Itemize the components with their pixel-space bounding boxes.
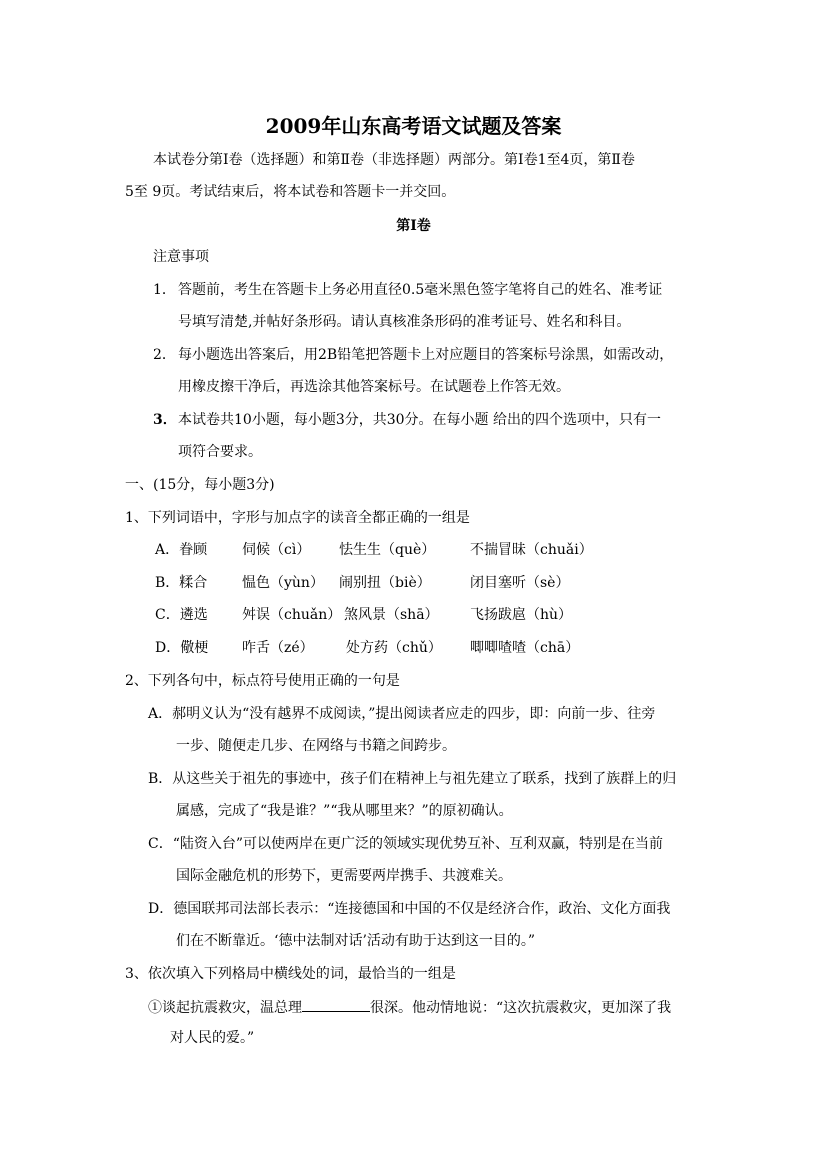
q1-a-item-2: 怯生生（què） [339,542,436,558]
q1-b-item-3: 闭目塞听（sè） [470,575,570,591]
note-2-line-1: 每小题选出答案后，用2B铅笔把答题卡上对应题目的答案标号涂黑，如需改动， [178,347,674,363]
q1-b-item-2: 闹别扭（biè） [339,575,431,591]
notes-heading: 注意事项 [153,249,209,265]
q3-item-1-prefix: ①谈起抗震救灾，温总理 [148,1000,302,1016]
q2-option-d-line-2: 们在不断靠近。‘德中法制对话’活动有助于达到这一目的。” [176,933,536,949]
section-title: 第Ⅰ卷 [396,218,431,234]
q1-d-word: D．儆梗 [155,640,209,656]
note-2-number: 2． [153,347,176,363]
q1-a-item-1: 伺候（cì） [242,542,311,558]
q2-option-a-line-1: A．郝明义认为“没有越界不成阅读，”提出阅读者应走的四步，即：向前一步、往旁 [148,706,656,722]
question-3-stem: 3、依次填入下列格局中横线处的词，最恰当的一组是 [125,966,456,982]
q1-c-word: C．遴选 [155,607,208,623]
answer-blank [302,997,370,1012]
q2-option-d-line-1: D．德国联邦司法部长表示：“连接德国和中国的不仅是经济合作，政治、文化方面我 [148,901,671,917]
note-3-line-2: 项符合要求。 [178,444,262,460]
q2-option-c-line-2: 国际金融危机的形势下，更需要两岸携手、共渡难关。 [176,868,512,884]
part-1-heading: 一、(15分，每小题3分) [125,477,275,493]
intro-line-2: 5至 9页。考试结束后，将本试卷和答题卡一并交回。 [125,184,456,200]
intro-line-1: 本试卷分第Ⅰ卷（选择题）和第Ⅱ卷（非选择题）两部分。第Ⅰ卷1至4页，第Ⅱ卷 [153,152,635,168]
question-2-stem: 2、下列各句中，标点符号使用正确的一句是 [125,673,400,689]
q2-option-b-line-1: B．从这些关于祖先的事迹中，孩子们在精神上与祖先建立了联系，找到了族群上的归 [148,771,677,787]
q2-option-a-line-2: 一步、随便走几步、在网络与书籍之间跨步。 [176,738,456,754]
page-title: 2009年山东高考语文试题及答案 [265,114,562,138]
q2-option-b-line-2: 属感，完成了“我是谁？”“我从哪里来？”的原初确认。 [176,803,513,819]
note-1-line-1: 答题前，考生在答题卡上务必用直径0.5毫米黑色签字笔将自己的姓名、准考证 [178,282,663,298]
q3-item-1-suffix: 很深。他动情地说：“这次抗震救灾，更加深了我 [370,1000,672,1016]
q1-c-item-3: 飞扬跋扈（hù） [470,607,573,623]
q1-a-word: A．眷顾 [155,542,208,558]
q3-item-1-line-1 [148,997,671,1017]
q1-d-item-3: 唧唧喳喳（chā） [470,640,580,656]
q2-option-c-line-1: C．“陆资入台”可以使两岸在更广泛的领域实现优势互补、互利双赢，特别是在当前 [148,836,664,852]
q1-d-item-2: 处方药（chǔ） [346,640,442,656]
q1-c-item-1: 舛误（chuǎn） [242,607,342,623]
note-1-number: 1． [153,282,176,298]
q1-d-item-1: 咋舌（zé） [242,640,314,656]
question-1-stem: 1、下列词语中，字形与加点字的读音全都正确的一组是 [125,510,470,526]
q1-b-item-1: 愠色（yùn） [242,575,324,591]
note-1-line-2: 号填写清楚,并帖好条形码。请认真核准条形码的准考证号、姓名和科目。 [178,314,631,330]
note-3-number: 3． [153,412,177,428]
note-2-line-2: 用橡皮擦干净后，再选涂其他答案标号。在试题卷上作答无效。 [178,379,570,395]
note-3-line-1: 本试卷共10小题，每小题3分，共30分。在每小题 给出的四个选项中，只有一 [178,412,661,428]
q3-item-1-line-2: 对人民的爱。” [170,1030,255,1046]
q1-c-item-2: 煞风景（shā） [344,607,439,623]
q1-b-word: B．糅合 [155,575,208,591]
q1-a-item-3: 不揣冒昧（chuǎi） [470,542,593,558]
